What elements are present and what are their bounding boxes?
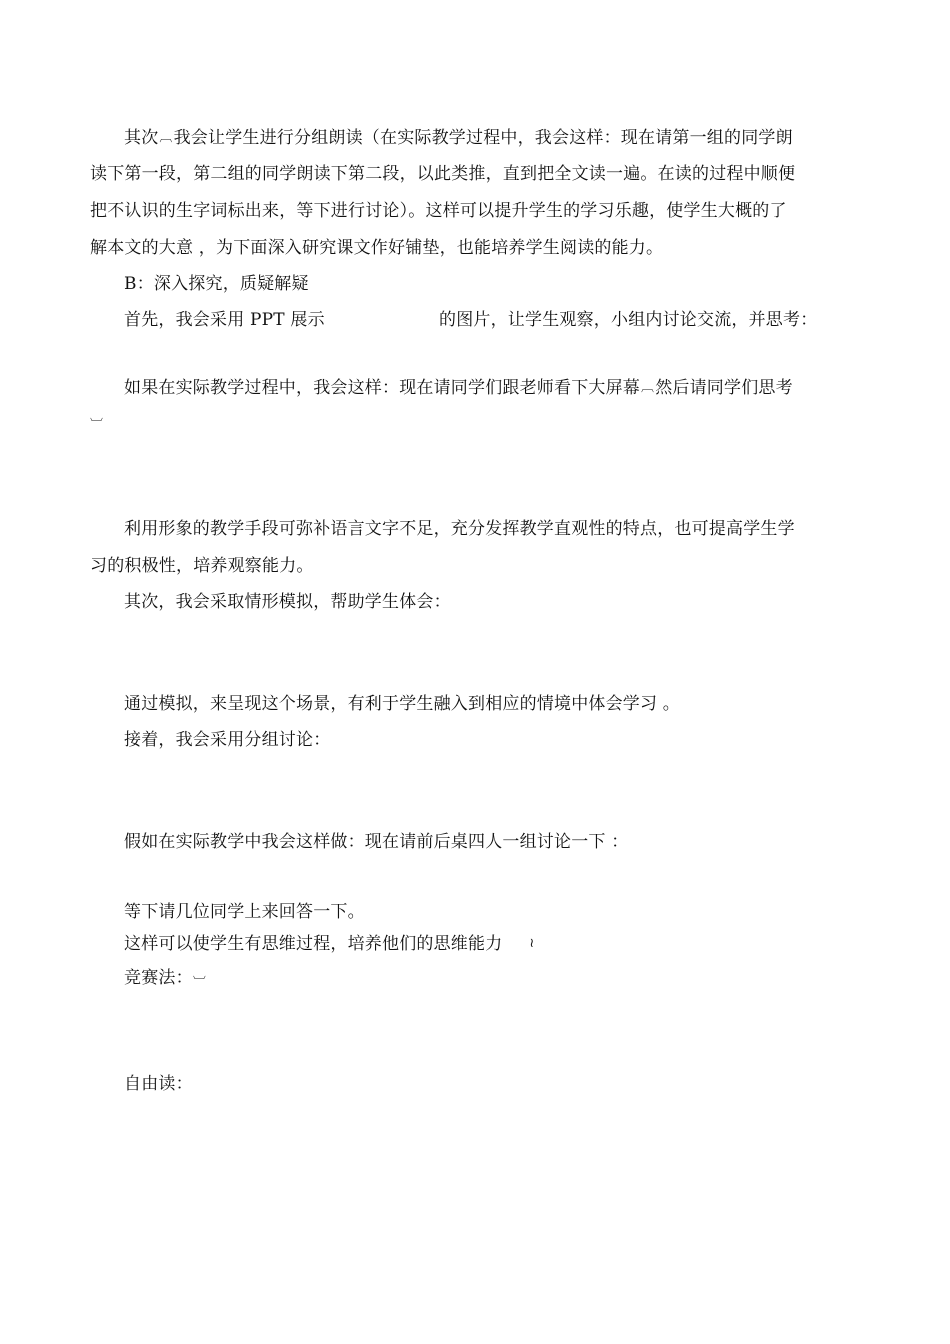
paragraph-12: 自由读： (124, 1074, 193, 1094)
bracket-mark: ︹ (159, 130, 173, 145)
paragraph-4-line-2: 习的积极性，培养观察能力。 (90, 556, 314, 576)
paragraph-2-end: 的图片，让学生观察，小组内讨论交流，并思考： (439, 310, 818, 330)
bracket-mark: ︺ (192, 976, 207, 991)
paragraph-3-line-1-start: 如果在实际教学过程中，我会这样：现在请同学们跟老师看下大屏幕 (124, 378, 640, 398)
paragraph-10-text: 这样可以使学生有思维过程，培养他们的思维能力 (124, 934, 503, 954)
paragraph-3-line-1-end: 然后请同学们思考 (655, 378, 793, 398)
paragraph-1-line-1-start: 其次 (124, 128, 159, 148)
wave-mark: ≀ (529, 936, 535, 951)
section-b-heading: B：深入探究，质疑解疑 (124, 274, 309, 294)
paragraph-1-line-4: 解本文的大意 ，为下面深入研究课文作好铺垫，也能培养学生阅读的能力。 (90, 238, 664, 258)
paragraph-3-line-1 (124, 378, 793, 398)
paragraph-9: 等下请几位同学上来回答一下。 (124, 902, 365, 922)
paragraph-11 (124, 968, 206, 994)
paragraph-3-line-2 (90, 410, 103, 436)
paragraph-10 (124, 934, 535, 954)
bracket-mark: ︺ (90, 418, 104, 433)
paragraph-11-text: 竞赛法： (124, 968, 193, 988)
paragraph-1-line-1-end: 我会让学生进行分组朗读（在实际教学过程中，我会这样：现在请第一组的同学朗 (173, 128, 793, 148)
paragraph-4-line-1: 利用形象的教学手段可弥补语言文字不足，充分发挥教学直观性的特点，也可提高学生学 (124, 519, 795, 539)
paragraph-1-line-2: 读下第一段，第二组的同学朗读下第二段，以此类推，直到把全文读一遍。在读的过程中顺便 (90, 164, 796, 184)
paragraph-1-line-3: 把不认识的生字词标出来，等下进行讨论）。这样可以提升学生的学习乐趣，使学生大概的了 (90, 201, 787, 221)
paragraph-6: 通过模拟，来呈现这个场景，有利于学生融入到相应的情境中体会学习 。 (124, 694, 681, 714)
paragraph-5: 其次，我会采取情形模拟，帮助学生体会： (124, 592, 451, 612)
paragraph-2-start: 首先，我会采用 PPT 展示 (124, 310, 325, 330)
bracket-mark: ︹ (641, 380, 655, 395)
paragraph-8: 假如在实际教学中我会这样做：现在请前后桌四人一组讨论一下 ： (124, 832, 629, 852)
paragraph-7: 接着，我会采用分组讨论： (124, 730, 331, 750)
paragraph-1-line-1 (124, 128, 793, 148)
